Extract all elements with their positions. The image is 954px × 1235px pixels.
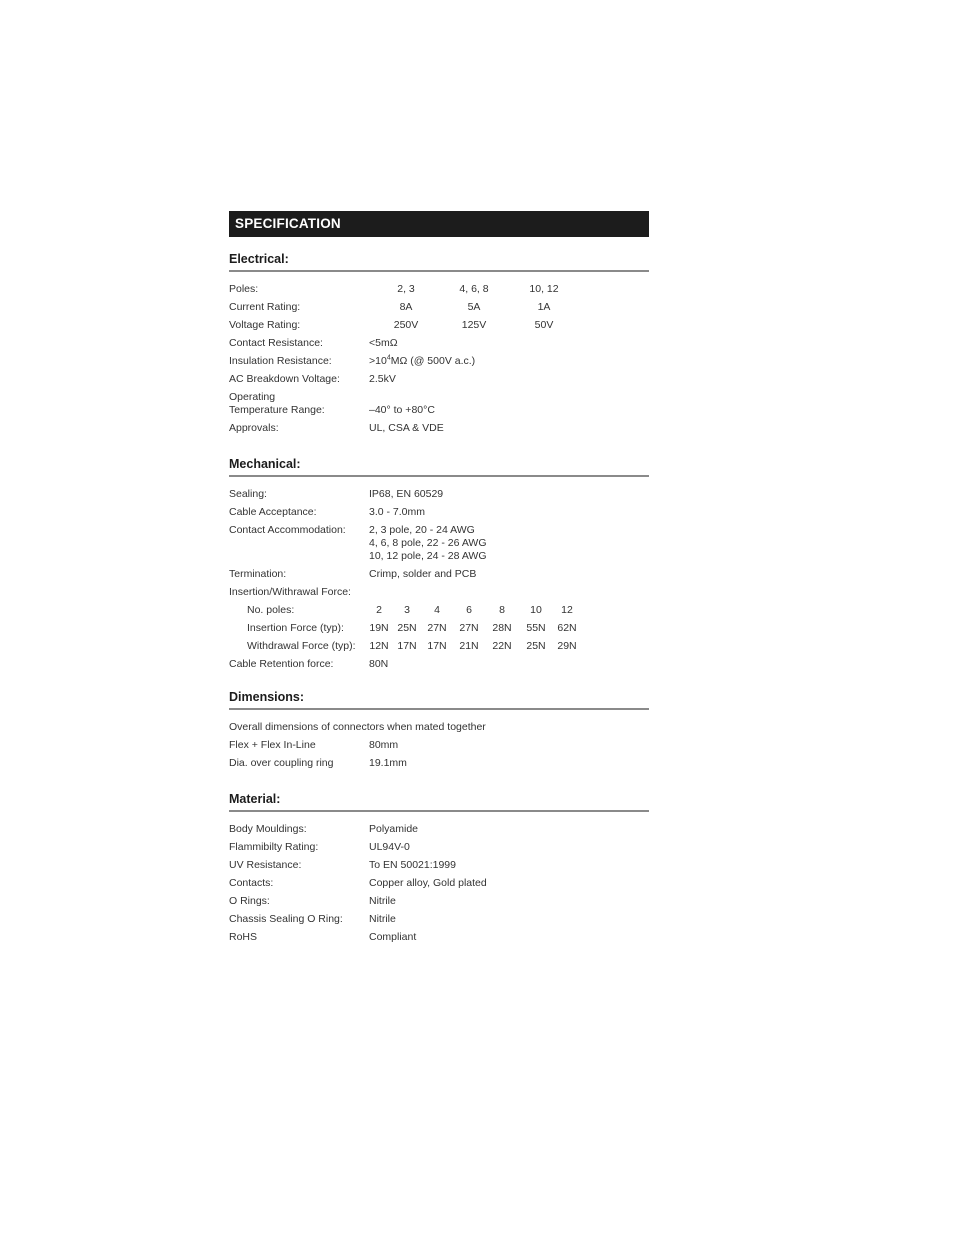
force-label: Insertion/Withrawal Force: xyxy=(229,586,351,598)
cable-acceptance-value: 3.0 - 7.0mm xyxy=(369,506,426,518)
voltage-rating-value: 250V xyxy=(393,319,419,331)
no-poles-label: No. poles: xyxy=(247,604,295,616)
insulation-resistance-value xyxy=(369,355,475,367)
flammability-label: Flammibilty Rating: xyxy=(229,841,319,853)
sealing-value: IP68, EN 60529 xyxy=(369,488,444,500)
termination-label: Termination: xyxy=(229,568,287,580)
insertion-force-value: 19N xyxy=(369,622,389,634)
withdrawal-force-value: 17N xyxy=(397,640,417,652)
dimensions-intro: Overall dimensions of connectors when mated together xyxy=(229,721,486,733)
cable-acceptance-label: Cable Acceptance: xyxy=(229,506,317,518)
withdrawal-force-value: 12N xyxy=(369,640,389,652)
insertion-force-value: 28N xyxy=(492,622,512,634)
chassis-o-ring-value: Nitrile xyxy=(369,913,396,925)
voltage-rating-label: Voltage Rating: xyxy=(229,319,301,331)
contacts-value: Copper alloy, Gold plated xyxy=(369,877,487,889)
force-pole-count: 3 xyxy=(404,604,410,616)
dimensions-rule xyxy=(229,708,649,710)
temperature-value: –40° to +80°C xyxy=(369,404,435,416)
electrical-rule xyxy=(229,270,649,272)
coupling-ring-value: 19.1mm xyxy=(369,757,407,769)
force-pole-count: 10 xyxy=(530,604,542,616)
withdrawal-force-value: 22N xyxy=(492,640,512,652)
force-pole-count: 6 xyxy=(466,604,472,616)
o-rings-value: Nitrile xyxy=(369,895,396,907)
withdrawal-force-value: 17N xyxy=(427,640,447,652)
flex-inline-label: Flex + Flex In-Line xyxy=(229,739,316,751)
insulation-pre: >10 xyxy=(369,355,387,367)
insertion-force-value: 27N xyxy=(427,622,447,634)
approvals-label: Approvals: xyxy=(229,422,279,434)
current-rating-value: 8A xyxy=(399,301,413,313)
electrical-heading: Electrical: xyxy=(229,252,289,266)
o-rings-label: O Rings: xyxy=(229,895,270,907)
uv-resistance-label: UV Resistance: xyxy=(229,859,302,871)
breakdown-voltage-label: AC Breakdown Voltage: xyxy=(229,373,340,385)
dimensions-heading: Dimensions: xyxy=(229,690,305,704)
temperature-label-line2: Temperature Range: xyxy=(229,404,325,416)
insulation-exponent: 4 xyxy=(386,354,391,362)
body-mouldings-label: Body Mouldings: xyxy=(229,823,307,835)
flex-inline-value: 80mm xyxy=(369,739,399,751)
flammability-value: UL94V-0 xyxy=(369,841,410,853)
temperature-label-line1: Operating xyxy=(229,391,276,403)
voltage-rating-value: 125V xyxy=(461,319,487,331)
insulation-post: MΩ (@ 500V a.c.) xyxy=(390,355,476,367)
rohs-value: Compliant xyxy=(369,931,417,943)
chassis-o-ring-label: Chassis Sealing O Ring: xyxy=(229,913,343,925)
contacts-label: Contacts: xyxy=(229,877,274,889)
current-rating-value: 1A xyxy=(537,301,551,313)
poles-value: 4, 6, 8 xyxy=(459,283,489,295)
poles-label: Poles: xyxy=(229,283,259,295)
material-rule xyxy=(229,810,649,812)
banner-title: SPECIFICATION xyxy=(235,216,341,231)
withdrawal-force-label: Withdrawal Force (typ): xyxy=(247,640,356,652)
approvals-value: UL, CSA & VDE xyxy=(369,422,444,434)
poles-value: 10, 12 xyxy=(529,283,559,295)
contact-resistance-label: Contact Resistance: xyxy=(229,337,323,349)
cable-retention-label: Cable Retention force: xyxy=(229,658,334,670)
mechanical-rule xyxy=(229,475,649,477)
termination-value: Crimp, solder and PCB xyxy=(369,568,477,580)
coupling-ring-label: Dia. over coupling ring xyxy=(229,757,334,769)
voltage-rating-value: 50V xyxy=(534,319,554,331)
withdrawal-force-value: 29N xyxy=(557,640,577,652)
force-pole-count: 8 xyxy=(499,604,505,616)
insertion-force-label: Insertion Force (typ): xyxy=(247,622,344,634)
cable-retention-value: 80N xyxy=(369,658,389,670)
contact-accommodation-label: Contact Accommodation: xyxy=(229,524,346,536)
insertion-force-value: 25N xyxy=(397,622,417,634)
contact-accommodation-value: 4, 6, 8 pole, 22 - 26 AWG xyxy=(369,537,487,549)
force-pole-count: 2 xyxy=(376,604,382,616)
withdrawal-force-value: 25N xyxy=(526,640,546,652)
insertion-force-value: 62N xyxy=(557,622,577,634)
mechanical-heading: Mechanical: xyxy=(229,457,301,471)
rohs-label: RoHS xyxy=(229,931,258,943)
withdrawal-force-value: 21N xyxy=(459,640,479,652)
poles-value: 2, 3 xyxy=(397,283,415,295)
insulation-resistance-label: Insulation Resistance: xyxy=(229,355,332,367)
breakdown-voltage-value: 2.5kV xyxy=(369,373,396,385)
insertion-force-value: 55N xyxy=(526,622,546,634)
contact-resistance-value: <5mΩ xyxy=(369,337,398,349)
contact-accommodation-value: 2, 3 pole, 20 - 24 AWG xyxy=(369,524,475,536)
contact-accommodation-value: 10, 12 pole, 24 - 28 AWG xyxy=(369,550,487,562)
force-pole-count: 12 xyxy=(561,604,573,616)
current-rating-value: 5A xyxy=(467,301,481,313)
body-mouldings-value: Polyamide xyxy=(369,823,419,835)
sealing-label: Sealing: xyxy=(229,488,267,500)
material-heading: Material: xyxy=(229,792,281,806)
current-rating-label: Current Rating: xyxy=(229,301,301,313)
force-pole-count: 4 xyxy=(434,604,440,616)
insertion-force-value: 27N xyxy=(459,622,479,634)
uv-resistance-value: To EN 50021:1999 xyxy=(369,859,456,871)
specification-banner xyxy=(229,211,649,237)
